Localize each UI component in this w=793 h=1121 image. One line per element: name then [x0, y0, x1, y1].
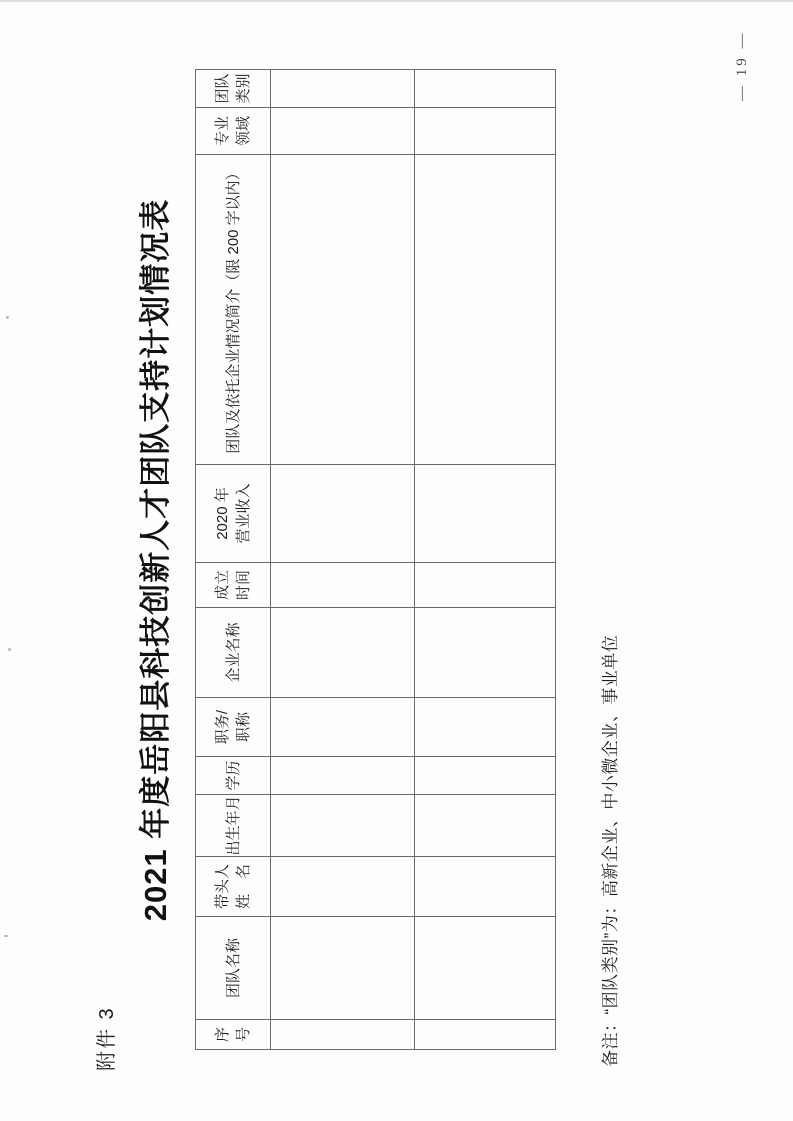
column-header-serial-number: 序 号: [196, 1020, 271, 1050]
column-header-team-category: 团队 类别: [196, 70, 271, 108]
cell-position-title-row1: [271, 698, 415, 757]
cell-founding-time-row2: [415, 563, 556, 608]
plan-table: [195, 69, 556, 1050]
cell-team-name-row2: [415, 917, 556, 1020]
column-header-professional-field: 专业 领域: [196, 108, 271, 155]
cell-revenue-2020-row1: [271, 465, 415, 563]
cell-team-intro-row2: [415, 155, 556, 465]
cell-enterprise-name-row1: [271, 608, 415, 698]
cell-birth-date-row2: [415, 795, 556, 857]
data-row-1: [271, 70, 415, 1050]
cell-team-intro-row1: [271, 155, 415, 465]
column-header-birth-date: 出生年月: [196, 795, 271, 857]
cell-enterprise-name-row2: [415, 608, 556, 698]
page-number: — 19 —: [734, 30, 750, 101]
cell-team-name-row1: [271, 917, 415, 1020]
cell-serial-number-row1: [271, 1020, 415, 1050]
column-header-revenue-2020: 2020 年 营业收入: [196, 465, 271, 563]
cell-leader-name-row2: [415, 857, 556, 917]
data-row-2: [415, 70, 556, 1050]
cell-founding-time-row1: [271, 563, 415, 608]
column-header-team-intro: 团队及依托企业情况简介（限 200 字以内）: [196, 155, 271, 465]
column-header-founding-time: 成立 时间: [196, 563, 271, 608]
column-header-enterprise-name: 企业名称: [196, 608, 271, 698]
cell-professional-field-row1: [271, 108, 415, 155]
cell-education-row2: [415, 757, 556, 795]
cell-team-category-row1: [271, 70, 415, 108]
attachment-label: 附件 3: [96, 1006, 118, 1071]
cell-position-title-row2: [415, 698, 556, 757]
cell-birth-date-row1: [271, 795, 415, 857]
column-header-leader-name: 带头人 姓 名: [196, 857, 271, 917]
cell-leader-name-row1: [271, 857, 415, 917]
column-header-education: 学历: [196, 757, 271, 795]
column-header-team-name: 团队名称: [196, 917, 271, 1020]
cell-serial-number-row2: [415, 1020, 556, 1050]
cell-professional-field-row2: [415, 108, 556, 155]
cell-education-row1: [271, 757, 415, 795]
remark-note: 备注：“团队类别”为：高新企业、中小微企业、事业单位: [601, 634, 620, 1067]
document-title: 2021 年度岳阳县科技创新人才团队支持计划情况表: [138, 198, 173, 922]
header-row: [196, 70, 271, 1050]
cell-team-category-row2: [415, 70, 556, 108]
column-header-position-title: 职务/ 职称: [196, 698, 271, 757]
cell-revenue-2020-row2: [415, 465, 556, 563]
